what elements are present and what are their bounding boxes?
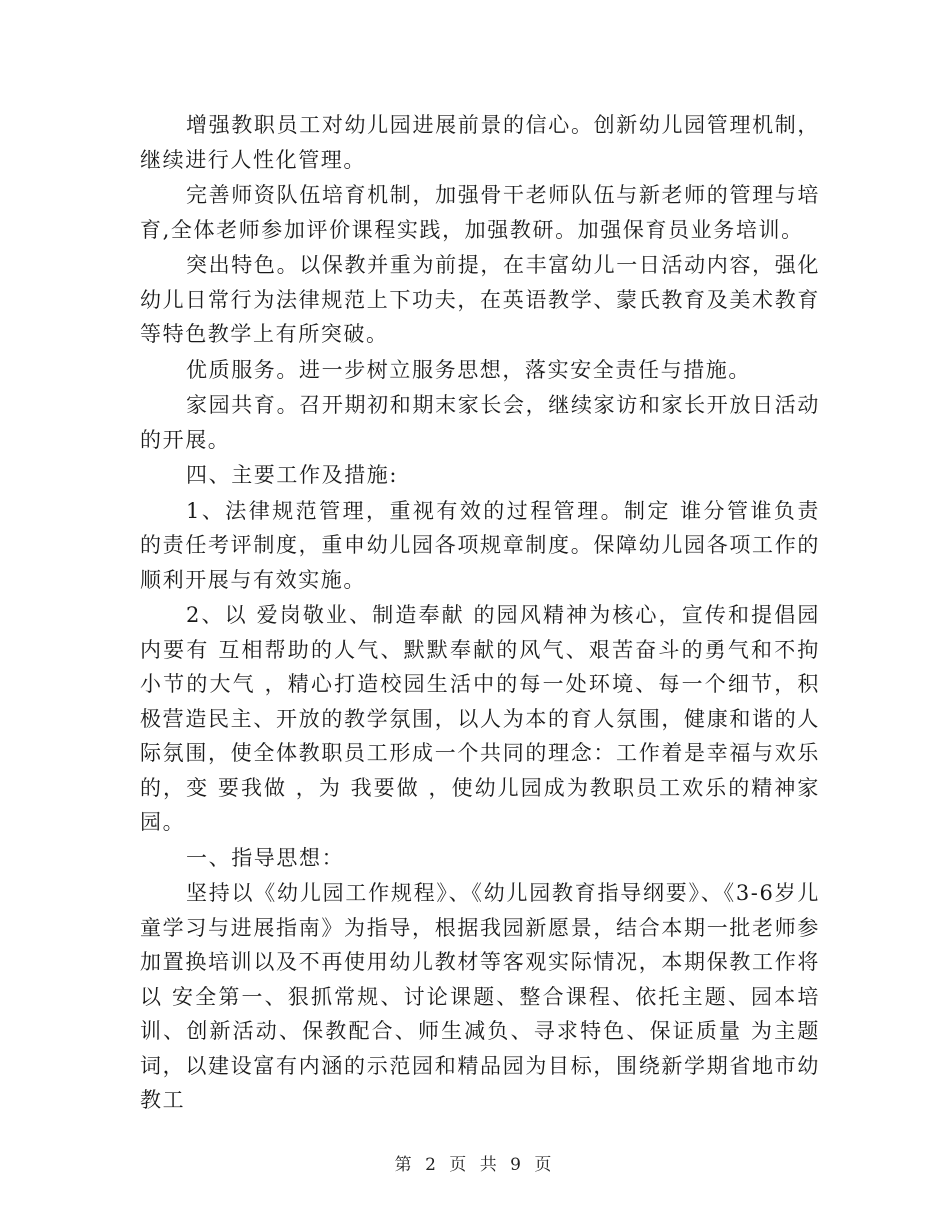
paragraph-item-1: 1、法律规范管理，重视有效的过程管理。制定 谁分管谁负责 的责任考评制度，重申幼儿园各项规章制度。保障幼儿园各项工作的顺利开展与有效实施。 (140, 498, 820, 592)
paragraph-item-2: 2、以 爱岗敬业、制造奉献 的园风精神为核心，宣传和提倡园内要有 互相帮助的人气、默默奉献的风气、艰苦奋斗的勇气和不拘小节的大气 ，精心打造校园生活中的每一处环境、每一个细节，积极营造民主、开放的教学氛围，以人为本的育人氛围，健康和谐的人际氛围，使全体教职员工形成一个共同的理念：工作着是幸福与欢乐的，变 要我做 ，为 我要做 ，使幼儿园成为教职员工欢乐的精神家园。 (140, 603, 820, 834)
paragraph-features: 突出特色。以保教并重为前提，在丰富幼儿一日活动内容，强化幼儿日常行为法律规范上下功夫，在英语教学、蒙氏教育及美术教育等特色教学上有所突破。 (140, 253, 820, 346)
paragraph-teacher-training: 完善师资队伍培育机制，加强骨干老师队伍与新老师的管理与培育,全体老师参加评价课程实践，加强教研。加强保育员业务培训。 (140, 183, 820, 242)
paragraph-confidence: 增强教职员工对幼儿园进展前景的信心。创新幼儿园管理机制，继续进行人性化管理。 (140, 113, 820, 172)
section-heading-main-work: 四、主要工作及措施: (186, 463, 399, 487)
document-body (140, 108, 820, 1119)
page-number-footer: 第 2 页 共 9 页 (394, 1155, 556, 1175)
paragraph-guiding-thought: 坚持以《幼儿园工作规程》、《幼儿园教育指导纲要》、《3-6岁儿童学习与进展指南》为指导，根据我园新愿景，结合本期一批老师参加置换培训以及不再使用幼儿教材等客观实际情况，本期保教工作将以 安全第一、狠抓常规、讨论课题、整合课程、依托主题、园本培训、创新活动、保教配合、师生减负、寻求特色、保证质量 为主题词，以建设富有内涵的示范园和精品园为目标，围绕新学期省地市幼教工 (140, 881, 820, 1112)
paragraph-quality-service: 优质服务。进一步树立服务思想，落实安全责任与措施。 (186, 357, 751, 382)
section-heading-guiding-thought: 一、指导思想： (186, 845, 345, 870)
paragraph-home-school: 家园共育。召开期初和期末家长会，继续家访和家长开放日活动的开展。 (140, 393, 820, 452)
